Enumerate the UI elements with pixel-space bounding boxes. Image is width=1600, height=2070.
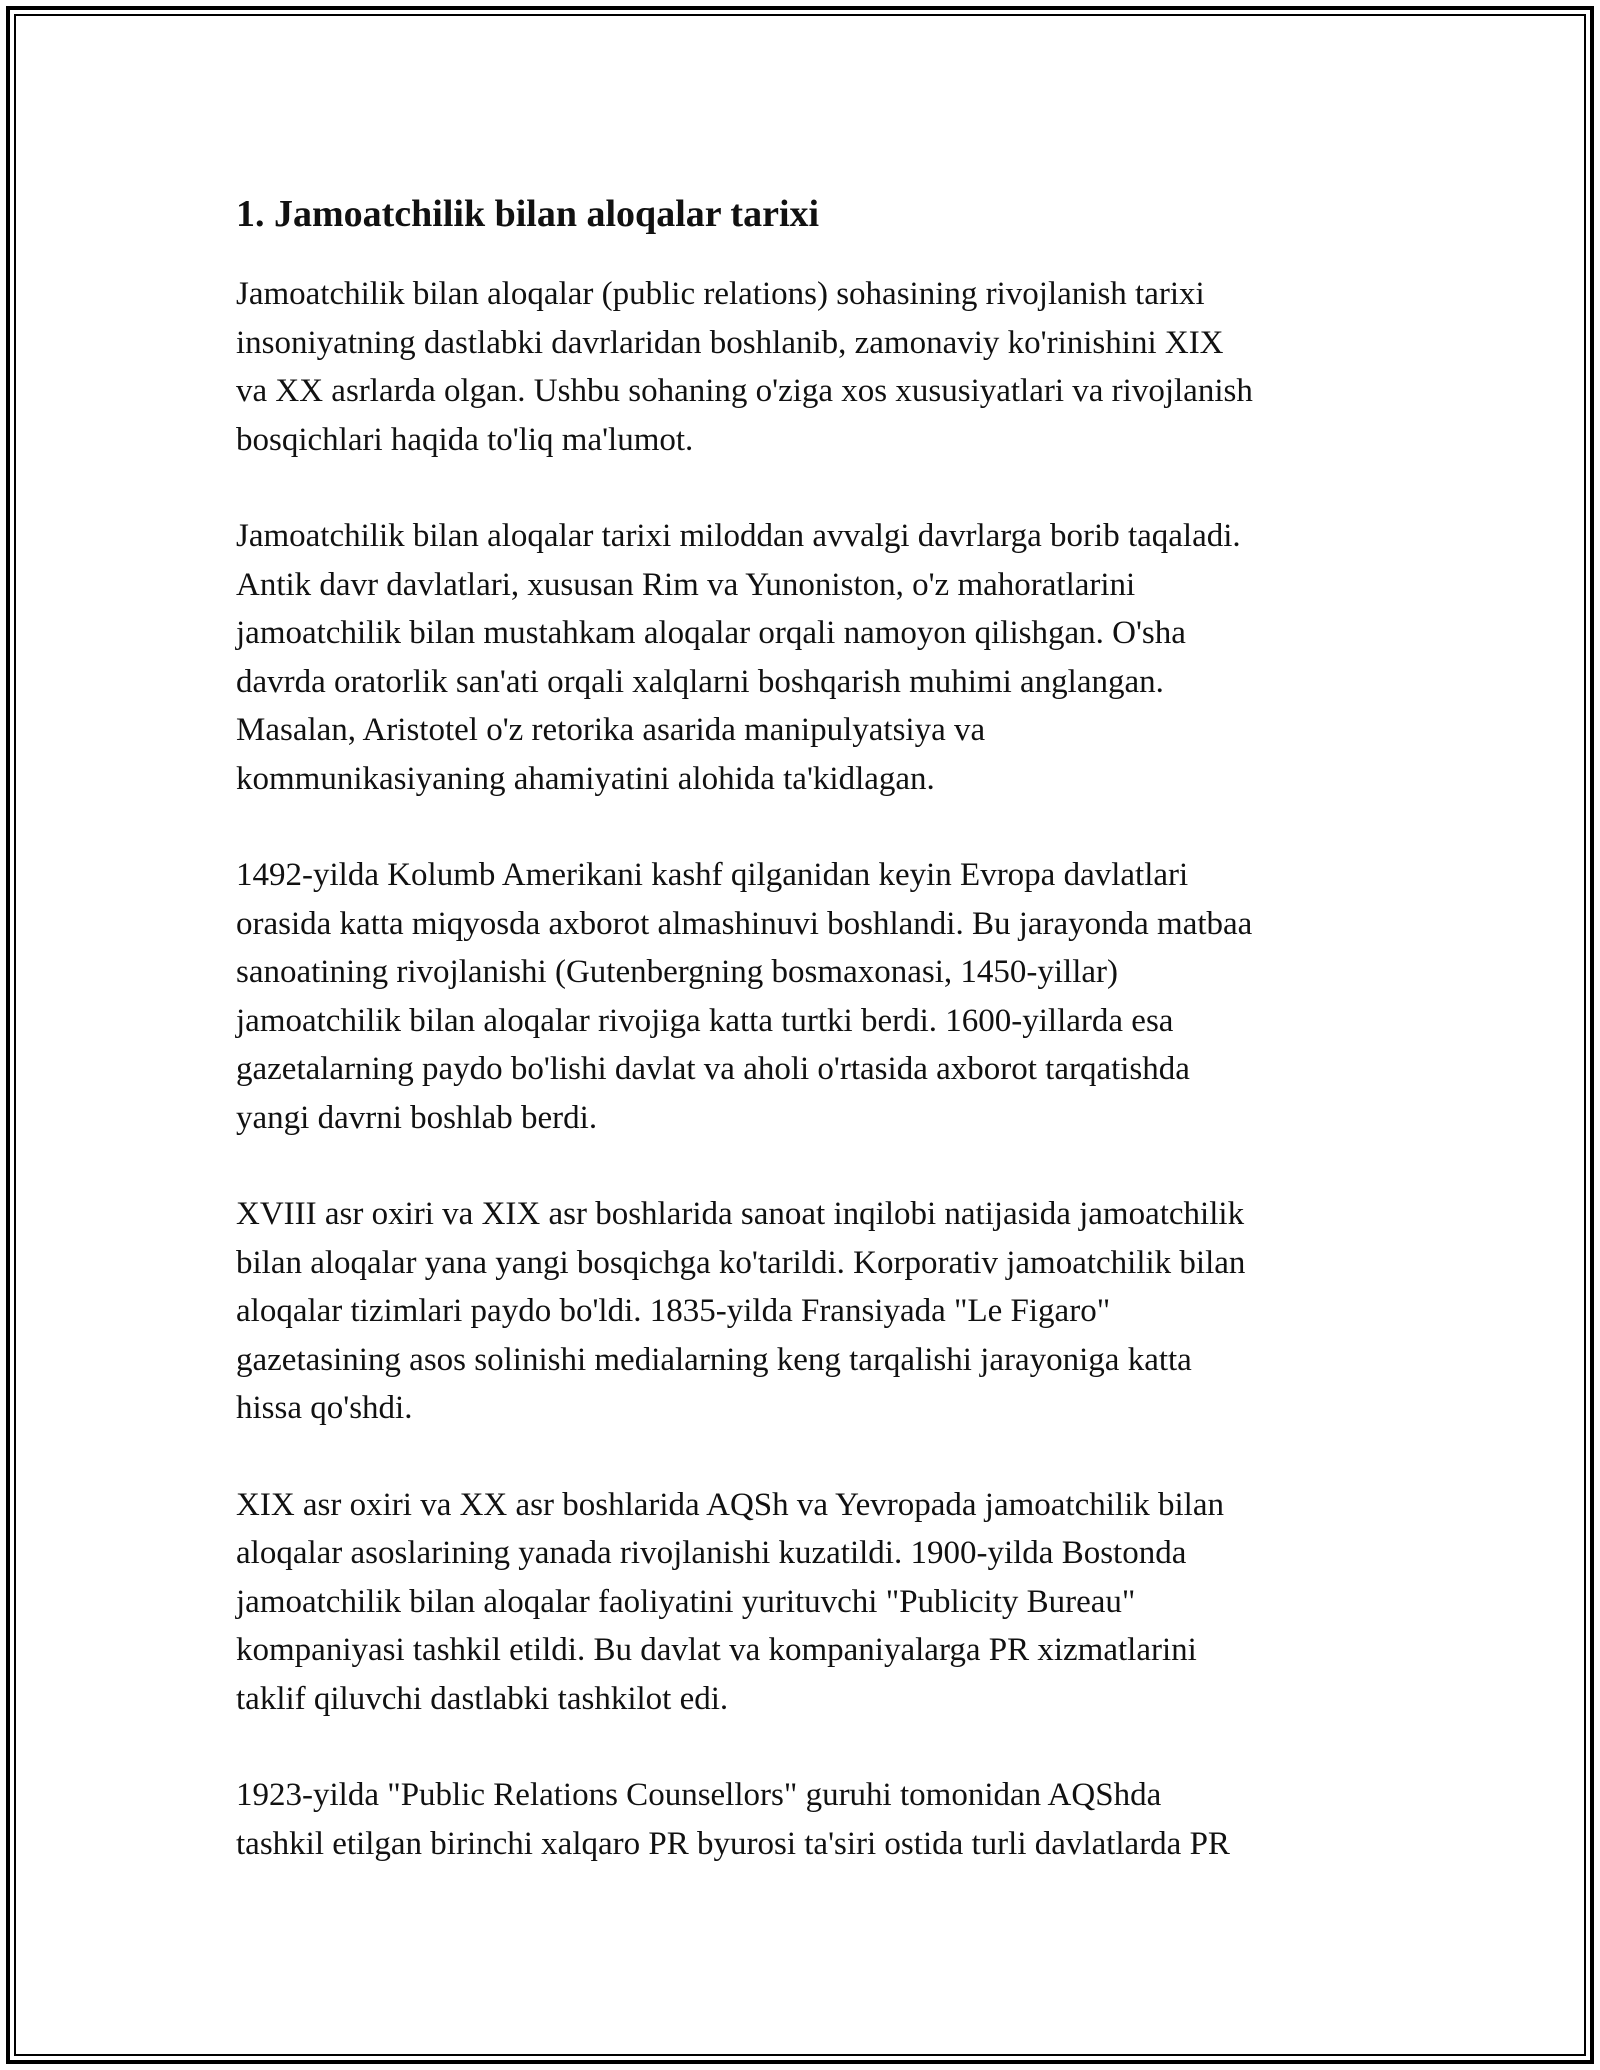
paragraph-3 — [236, 851, 1376, 1142]
paragraph-2 — [236, 512, 1376, 803]
text-line: bosqichlari haqida to'liq ma'lumot. — [236, 421, 694, 458]
text-line: Jamoatchilik bilan aloqalar tarixi miloddan avvalgi davrlarga borib taqaladi. — [236, 518, 1241, 554]
text-line: hissa qo'shdi. — [236, 1390, 413, 1426]
text-line: 1492-yilda Kolumb Amerikani kashf qilganidan keyin Evropa davlatlari — [236, 857, 1189, 893]
text-line: sanoatining rivojlanishi (Gutenbergning bosmaxonasi, 1450-yillar) — [236, 954, 1118, 990]
text-line: insoniyatning dastlabki davrlaridan boshlanib, zamonaviy ko'rinishini XIX — [236, 324, 1224, 361]
text-line: Jamoatchilik bilan aloqalar (public relations) sohasining rivojlanish tarixi — [236, 276, 1205, 312]
text-line: bilan aloqalar yana yangi bosqichga ko'tarildi. Korporativ jamoatchilik bilan — [236, 1244, 1246, 1281]
text-line: Antik davr davlatlari, xususan Rim va Yunoniston, o'z mahoratlarini — [236, 566, 1136, 603]
paragraph-1 — [236, 270, 1376, 464]
text-line: gazetalarning paydo bo'lishi davlat va aholi o'rtasida axborot tarqatishda — [236, 1051, 1190, 1087]
text-line: jamoatchilik bilan mustahkam aloqalar orqali namoyon qilishgan. O'sha — [236, 615, 1186, 651]
paragraph-6 — [236, 1771, 1376, 1868]
text-line: aloqalar asoslarining yanada rivojlanishi kuzatildi. 1900-yilda Bostonda — [236, 1535, 1187, 1571]
section-heading: 1. Jamoatchilik bilan aloqalar tarixi — [236, 193, 820, 235]
text-line: taklif qiluvchi dastlabki tashkilot edi. — [236, 1680, 729, 1717]
text-line: Masalan, Aristotel o'z retorika asarida manipulyatsiya va — [236, 712, 986, 748]
text-line: orasida katta miqyosda axborot almashinuvi boshlandi. Bu jarayonda matbaa — [236, 905, 1253, 942]
text-line: aloqalar tizimlari paydo bo'ldi. 1835-yilda Fransiyada "Le Figaro" — [236, 1293, 1111, 1329]
document-body — [236, 184, 1376, 1916]
text-line: kommunikasiyaning ahamiyatini alohida ta'kidlagan. — [236, 760, 935, 797]
text-line: 1923-yilda "Public Relations Counsellors" guruhi tomonidan AQShda — [236, 1777, 1162, 1813]
text-line: yangi davrni boshlab berdi. — [236, 1099, 598, 1136]
text-line: davrda oratorlik san'ati orqali xalqlarni boshqarish muhimi anglangan. — [236, 663, 1164, 700]
paragraph-5 — [236, 1481, 1376, 1724]
text-line: kompaniyasi tashkil etildi. Bu davlat va kompaniyalarga PR xizmatlarini — [236, 1632, 1197, 1668]
paragraph-4 — [236, 1190, 1376, 1433]
text-line: jamoatchilik bilan aloqalar faoliyatini yurituvchi "Publicity Bureau" — [236, 1583, 1136, 1620]
text-line: XIX asr oxiri va XX asr boshlarida AQSh va Yevropada jamoatchilik bilan — [236, 1486, 1224, 1523]
text-line: tashkil etilgan birinchi xalqaro PR byurosi ta'siri ostida turli davlatlarda PR — [236, 1825, 1230, 1862]
text-line: gazetasining asos solinishi medialarning keng tarqalishi jarayoniga katta — [236, 1341, 1192, 1378]
text-line: jamoatchilik bilan aloqalar rivojiga katta turtki berdi. 1600-yillarda esa — [236, 1002, 1174, 1039]
text-line: XVIII asr oxiri va XIX asr boshlarida sanoat inqilobi natijasida jamoatchilik — [236, 1196, 1245, 1232]
text-line: va XX asrlarda olgan. Ushbu sohaning o'ziga xos xususiyatlari va rivojlanish — [236, 373, 1253, 409]
